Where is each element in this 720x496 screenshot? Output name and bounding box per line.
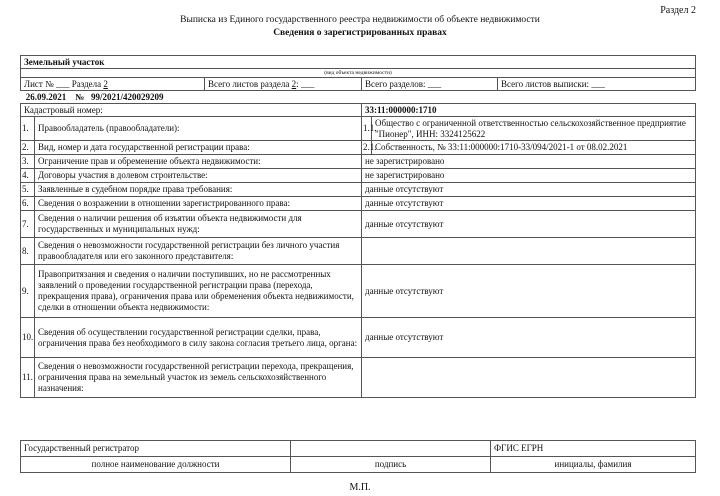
row-number: 10. <box>21 318 35 358</box>
row-label: Сведения об осуществлении государственной регистрации сделки, права, ограничения права без необходимого в силу закона согласия третьего лица, органа: <box>35 318 362 358</box>
total-sections: Всего разделов: ___ <box>362 78 498 91</box>
document-date-number: 26.09.2021 № 99/2021/420029209 <box>21 91 696 104</box>
row-number: 2. <box>21 141 35 155</box>
row-value: данные отсутствуют <box>362 318 696 358</box>
registrar-name: ФГИС ЕГРН <box>491 441 696 457</box>
document-subtitle: Сведения о зарегистрированных правах <box>273 28 447 38</box>
row-value: данные отсутствуют <box>362 183 696 197</box>
object-type: Земельный участок <box>21 56 696 69</box>
signature-table <box>20 440 696 473</box>
row-subnumber: 2.1. <box>362 141 372 155</box>
total-sheets: Всего листов раздела 2: ___ <box>205 78 362 91</box>
cadastral-number: 33:11:000000:1710 <box>362 104 696 117</box>
stamp-place: М.П. <box>349 482 371 493</box>
row-label: Правообладатель (правообладатели): <box>35 117 362 141</box>
row-label: Заявленные в судебном порядке права требования: <box>35 183 362 197</box>
row-number: 8. <box>21 238 35 265</box>
row-label: Сведения о невозможности государственной регистрации перехода, прекращения, ограничения права на земельный участок из земель сельскохозяйственного назначения: <box>35 358 362 398</box>
row-label: Правопритязания и сведения о наличии поступивших, но не рассмотренных заявлений о проведении государственной регистрации права (перехода, прекращения права), ограничения права или обременения объекта недвижимости, сделки в отношении объекта недвижимости: <box>35 265 362 318</box>
registrar-position: Государственный регистратор <box>21 441 291 457</box>
row-label: Сведения о возражении в отношении зарегистрированного права: <box>35 197 362 211</box>
row-value: данные отсутствуют <box>362 211 696 238</box>
row-value: Общество с ограниченной ответственностью сельскохозяйственное предприятие "Пионер", ИНН: 3324125622 <box>372 117 696 141</box>
section-label: Раздел 2 <box>660 5 696 16</box>
row-value <box>362 358 696 398</box>
caption-position: полное наименование должности <box>21 457 291 473</box>
row-label: Договоры участия в долевом строительстве: <box>35 169 362 183</box>
row-value: не зарегистрировано <box>362 169 696 183</box>
row-number: 4. <box>21 169 35 183</box>
row-label: Вид, номер и дата государственной регистрации права: <box>35 141 362 155</box>
row-value: Собственность, № 33:11:000000:1710-33/094/2021-1 от 08.02.2021 <box>372 141 696 155</box>
signature-cell <box>291 441 491 457</box>
cadastral-label: Кадастровый номер: <box>21 104 362 117</box>
total-extract-sheets: Всего листов выписки: ___ <box>498 78 696 91</box>
row-value: не зарегистрировано <box>362 155 696 169</box>
document-title: Выписка из Единого государственного реестра недвижимости об объекте недвижимости <box>180 15 540 25</box>
row-number: 1. <box>21 117 35 141</box>
row-label: Сведения о невозможности государственной регистрации без личного участия правообладателя или его законного представителя: <box>35 238 362 265</box>
row-label: Ограничение прав и обременение объекта недвижимости: <box>35 155 362 169</box>
object-type-hint: (вид объекта недвижимости) <box>21 69 696 78</box>
row-number: 9. <box>21 265 35 318</box>
row-number: 5. <box>21 183 35 197</box>
row-number: 7. <box>21 211 35 238</box>
row-value <box>362 238 696 265</box>
row-label: Сведения о наличии решения об изъятии объекта недвижимости для государственных и муниципальных нужд: <box>35 211 362 238</box>
rights-table <box>20 55 696 398</box>
row-number: 3. <box>21 155 35 169</box>
sheet-info: Лист № ___ Раздела 2 <box>21 78 205 91</box>
row-number: 11. <box>21 358 35 398</box>
row-subnumber: 1.1. <box>362 117 372 141</box>
caption-signature: подпись <box>291 457 491 473</box>
row-value: данные отсутствуют <box>362 265 696 318</box>
row-number: 6. <box>21 197 35 211</box>
row-value: данные отсутствуют <box>362 197 696 211</box>
caption-name: инициалы, фамилия <box>491 457 696 473</box>
